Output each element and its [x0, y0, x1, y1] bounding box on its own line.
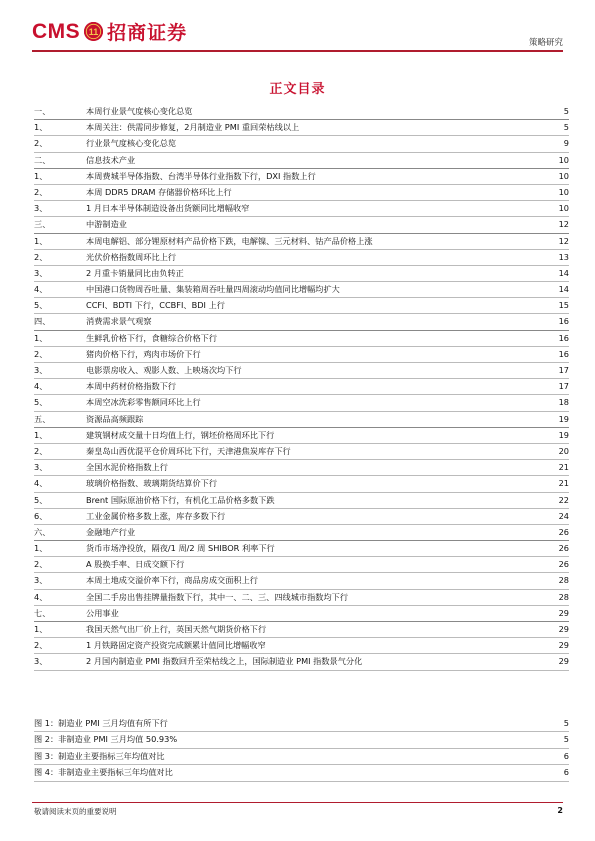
footer-disclaimer: 敬请阅读末页的重要说明: [34, 807, 117, 816]
toc-page: 5: [563, 106, 569, 116]
toc-text: 2 月国内制造业 PMI 指数回升至荣枯线之上，国际制造业 PMI 指数景气分化: [86, 656, 363, 667]
toc-subsection[interactable]: [34, 509, 569, 525]
toc-num: 4、: [34, 478, 48, 489]
toc-num: 5、: [34, 300, 48, 311]
toc-page: 21: [558, 462, 569, 473]
toc-num: 5、: [34, 397, 48, 408]
toc-text: 金融地产行业: [86, 526, 136, 537]
toc-text: 中国港口货物周吞吐量、集装箱周吞吐量四周滚动均值同比增幅均扩大: [86, 284, 340, 295]
toc-num: 3、: [34, 656, 48, 667]
toc-page: 10: [558, 170, 569, 181]
toc-num: 4、: [34, 591, 48, 602]
toc-page: 10: [558, 154, 569, 165]
toc-page: 9: [563, 138, 569, 149]
toc-page: 19: [558, 429, 569, 440]
toc-num: 四、: [34, 316, 51, 327]
toc-page: 10: [558, 186, 569, 197]
toc-text: 信息技术产业: [86, 154, 136, 165]
toc-num: 5、: [34, 494, 48, 505]
toc-num: 3、: [34, 462, 48, 473]
toc-num: 3、: [34, 365, 48, 375]
toc-num: 4、: [34, 284, 48, 295]
page-header: [32, 16, 563, 54]
toc-text: 公用事业: [86, 607, 119, 618]
toc-subsection[interactable]: [34, 460, 569, 476]
toc-page: 14: [558, 284, 569, 295]
toc-text: 玻璃价格指数、玻璃期货结算价下行: [86, 478, 218, 489]
figure-page: 5: [563, 734, 569, 745]
toc-num: 1、: [34, 429, 48, 440]
toc-text: 消费需求景气观察: [86, 316, 152, 327]
toc-page: 29: [558, 640, 569, 651]
toc-subsection[interactable]: [34, 185, 569, 201]
toc-page: 17: [558, 365, 569, 375]
toc-subsection[interactable]: [34, 120, 569, 136]
toc-subsection[interactable]: [34, 590, 569, 606]
toc-text: 本周电解铝、部分锂原材料产品价格下跌，电解镍、三元材料、钴产品价格上涨: [86, 235, 373, 246]
toc-subsection[interactable]: [34, 622, 569, 638]
toc-page: 26: [558, 559, 569, 570]
toc-page: 13: [558, 251, 569, 262]
figure-text: 图 3：制造业主要指标三年均值对比: [34, 750, 165, 761]
toc-page: 28: [558, 591, 569, 602]
toc-page: 15: [558, 300, 569, 311]
toc-page: 26: [558, 543, 569, 554]
figure-entry[interactable]: [34, 732, 569, 748]
toc-page: 18: [558, 397, 569, 408]
toc-subsection[interactable]: [34, 476, 569, 492]
toc-subsection[interactable]: [34, 266, 569, 282]
toc-text: 1 月日本半导体制造设备出货额同比增幅收窄: [86, 203, 250, 214]
toc-num: 1、: [34, 170, 48, 181]
toc-text: 本周土地成交溢价率下行，商品房成交面积上行: [86, 575, 258, 586]
toc-num: 1、: [34, 624, 48, 634]
toc-num: 2、: [34, 138, 48, 149]
toc-text: 货币市场净投放，隔夜/1 周/2 周 SHIBOR 利率下行: [86, 543, 275, 554]
toc-text: 本周 DDR5 DRAM 存储器价格环比上行: [86, 186, 232, 197]
toc-subsection[interactable]: [34, 298, 569, 314]
toc-num: 6、: [34, 510, 48, 521]
toc-page: 16: [558, 316, 569, 327]
toc-text: 1 月铁路固定资产投资完成额累计值同比增幅收窄: [86, 640, 266, 651]
toc-page: 16: [558, 332, 569, 343]
company-logo: [32, 18, 187, 45]
toc-num: 1、: [34, 235, 48, 246]
toc-text: 生鲜乳价格下行，食糖综合价格下行: [86, 332, 218, 343]
toc-num: 2、: [34, 559, 48, 570]
toc-num: 2、: [34, 251, 48, 262]
toc-num: 2、: [34, 186, 48, 197]
toc-subsection[interactable]: [34, 493, 569, 509]
toc-text: Brent 国际原油价格下行，有机化工品价格多数下跌: [86, 494, 275, 505]
logo-seal-text: 11: [88, 27, 99, 37]
toc-subsection[interactable]: [34, 573, 569, 589]
toc-text: 猪肉价格下行，鸡肉市场价下行: [86, 348, 201, 359]
figure-entry[interactable]: [34, 749, 569, 765]
toc-num: 4、: [34, 381, 48, 392]
toc-subsection[interactable]: [34, 444, 569, 460]
toc-subsection[interactable]: [34, 428, 569, 444]
toc-subsection[interactable]: [34, 169, 569, 185]
toc-subsection[interactable]: [34, 234, 569, 250]
toc-subsection[interactable]: [34, 638, 569, 654]
toc-num: 2、: [34, 640, 48, 651]
toc-num: 五、: [34, 413, 51, 424]
toc-subsection[interactable]: [34, 250, 569, 266]
toc-num: 七、: [34, 607, 51, 618]
toc-page: 12: [558, 219, 569, 230]
toc-subsection[interactable]: [34, 541, 569, 557]
toc-page: 29: [558, 607, 569, 618]
toc-section[interactable]: [34, 217, 569, 233]
toc-num: 1、: [34, 543, 48, 554]
toc-text: 全国水泥价格指数上行: [86, 462, 168, 473]
toc-num: 3、: [34, 575, 48, 586]
toc-text: 全国二手房出售挂牌量指数下行，其中一、二、三、四线城市指数均下行: [86, 591, 349, 602]
toc-page: 29: [558, 656, 569, 667]
page-number: 2: [557, 806, 563, 815]
footer-divider: [32, 802, 563, 803]
toc-text: 行业景气度核心变化总览: [86, 138, 177, 149]
toc-page: 16: [558, 348, 569, 359]
toc-subsection[interactable]: [34, 347, 569, 363]
toc-page: 12: [558, 235, 569, 246]
toc-text: 本周中药材价格指数下行: [86, 381, 177, 392]
toc-page: 14: [558, 267, 569, 278]
figure-page: 6: [563, 750, 569, 761]
toc-text: 建筑钢材成交量十日均值上行，钢坯价格周环比下行: [86, 429, 275, 440]
figure-page: 6: [563, 767, 569, 778]
toc-text: 我国天然气出厂价上行，英国天然气期货价格下行: [86, 624, 267, 634]
toc-title: 正文目录: [269, 82, 326, 97]
toc-page: 26: [558, 526, 569, 537]
toc-num: 2、: [34, 445, 48, 456]
toc-section[interactable]: [34, 314, 569, 330]
toc-section[interactable]: [34, 525, 569, 541]
toc-section[interactable]: [34, 104, 569, 120]
toc-page: 22: [558, 494, 569, 505]
figure-entry[interactable]: [34, 765, 569, 781]
toc-page: 29: [558, 624, 569, 634]
toc-subsection[interactable]: [34, 136, 569, 152]
toc-section[interactable]: [34, 412, 569, 428]
document-type: 策略研究: [528, 38, 563, 48]
toc-num: 一、: [34, 106, 51, 116]
toc-page: 5: [563, 122, 569, 133]
toc-num: 3、: [34, 203, 48, 214]
toc-subsection[interactable]: [34, 395, 569, 411]
figure-text: 图 4：非制造业主要指标三年均值对比: [34, 767, 173, 778]
figure-entry[interactable]: [34, 716, 569, 732]
figure-page: 5: [563, 718, 569, 728]
table-of-contents: [34, 104, 569, 671]
logo-chinese: 招商证券: [107, 22, 188, 44]
toc-num: 3、: [34, 267, 48, 278]
toc-page: 20: [558, 445, 569, 456]
toc-page: 21: [558, 478, 569, 489]
toc-text: 秦皇岛山西优混平仓价周环比下行，天津港焦炭库存下行: [86, 445, 291, 456]
toc-text: 本周行业景气度核心变化总览: [86, 106, 193, 116]
figure-text: 图 1：制造业 PMI 三月均值有所下行: [34, 718, 168, 728]
toc-subsection[interactable]: [34, 331, 569, 347]
toc-page: 10: [558, 203, 569, 214]
toc-num: 2、: [34, 348, 48, 359]
toc-subsection[interactable]: [34, 363, 569, 379]
toc-section[interactable]: [34, 606, 569, 622]
logo-seal-icon: [84, 22, 103, 41]
toc-text: 光伏价格指数周环比上行: [86, 251, 177, 262]
toc-text: 工业金属价格多数上涨，库存多数下行: [86, 510, 226, 521]
logo-latin: CMS: [32, 19, 81, 43]
figure-list: [34, 716, 569, 782]
toc-subsection[interactable]: [34, 557, 569, 573]
toc-page: 28: [558, 575, 569, 586]
toc-text: 资源品高频跟踪: [86, 413, 144, 424]
toc-num: 二、: [34, 154, 51, 165]
toc-text: 本周费城半导体指数、台湾半导体行业指数下行，DXI 指数上行: [86, 170, 316, 181]
header-divider: [32, 50, 563, 52]
toc-text: 本周关注：供需同步修复，2月制造业 PMI 重回荣枯线以上: [86, 122, 300, 133]
toc-subsection[interactable]: [34, 654, 569, 670]
figure-text: 图 2：非制造业 PMI 三月均值 50.93%: [34, 734, 178, 745]
toc-page: 24: [558, 510, 569, 521]
toc-page: 17: [558, 381, 569, 392]
toc-num: 三、: [34, 219, 51, 230]
toc-subsection[interactable]: [34, 201, 569, 217]
toc-text: 电影票房收入、观影人数、上映场次均下行: [86, 365, 242, 375]
toc-num: 1、: [34, 122, 48, 133]
toc-text: CCFI、BDTI 下行，CCBFI、BDI 上行: [86, 300, 225, 311]
toc-text: 中游制造业: [86, 219, 127, 230]
toc-subsection[interactable]: [34, 379, 569, 395]
toc-text: 本周空冰洗彩零售额同环比上行: [86, 397, 201, 408]
toc-num: 1、: [34, 332, 48, 343]
toc-page: 19: [558, 413, 569, 424]
toc-text: A 股换手率、日成交额下行: [86, 559, 185, 570]
toc-section[interactable]: [34, 153, 569, 169]
toc-num: 六、: [34, 526, 51, 537]
toc-text: 2 月重卡销量同比由负转正: [86, 267, 184, 278]
toc-subsection[interactable]: [34, 282, 569, 298]
